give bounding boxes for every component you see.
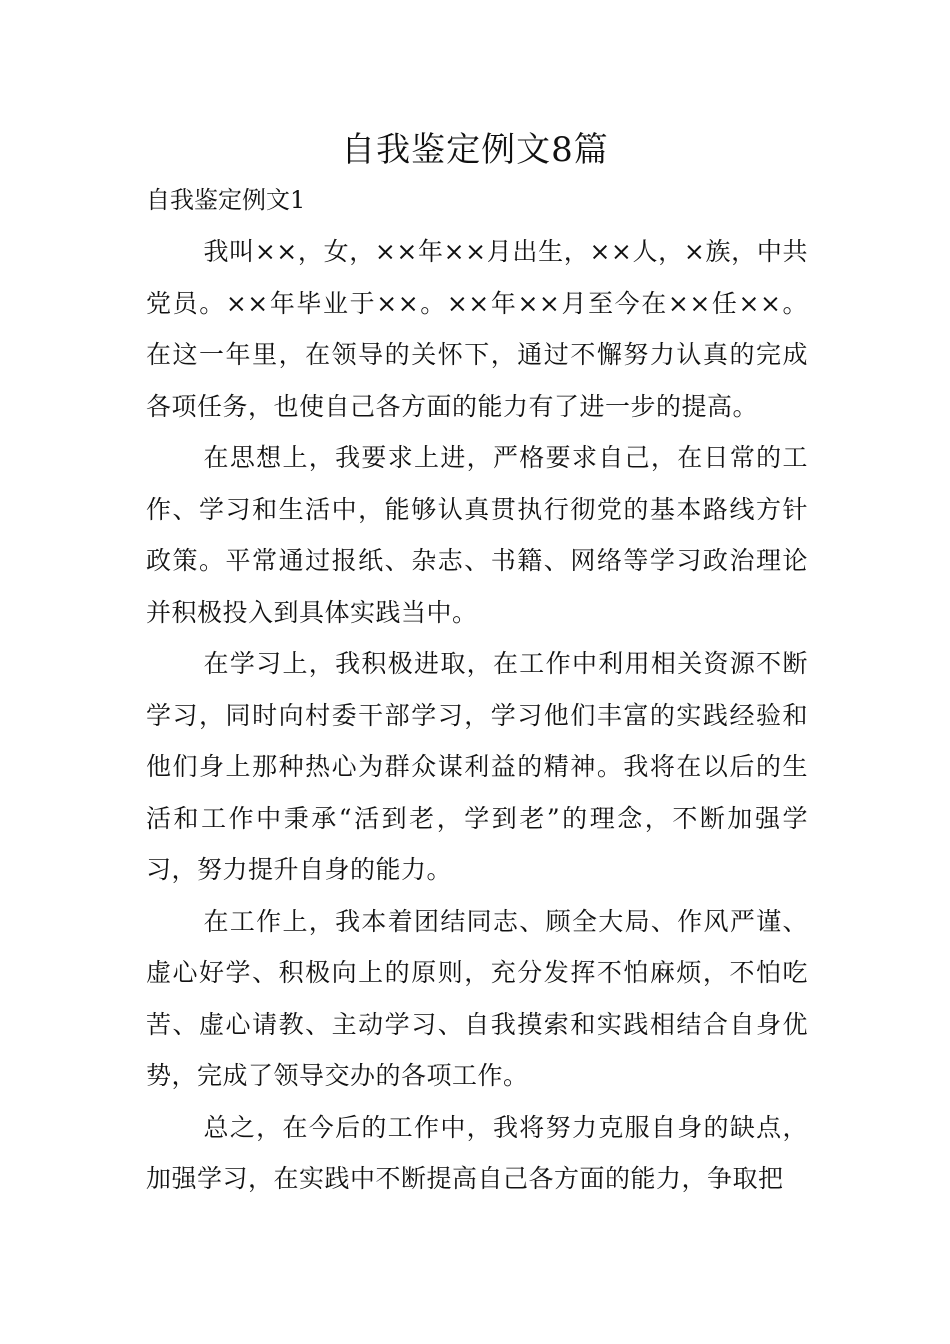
paragraph-study: 在学习上，我积极进取，在工作中利用相关资源不断学习，同时向村委干部学习，学习他们丰富的实践经验和他们身上那种热心为群众谋利益的精神。我将在以后的生活和工作中秉承“活到老，学到老”的理念，不断加强学习，努力提升自身的能力。	[146, 649, 808, 884]
paragraph-summary: 总之，在今后的工作中，我将努力克服自身的缺点，加强学习，在实践中不断提高自己各方面的能力，争取把	[146, 1112, 808, 1193]
paragraph-intro: 我叫××，女，××年××月出生，××人，×族，中共党员。××年毕业于××。××年××月至今在××任××。在这一年里，在领导的关怀下，通过不懈努力认真的完成各项任务，也使自己各方面的能力有了进一步的提高。	[146, 237, 808, 421]
paragraph-thought: 在思想上，我要求上进，严格要求自己，在日常的工作、学习和生活中，能够认真贯执行彻党的基本路线方针政策。平常通过报纸、杂志、书籍、网络等学习政治理论并积极投入到具体实践当中。	[146, 443, 808, 627]
document-title: 自我鉴定例文8篇	[341, 130, 609, 170]
section-heading: 自我鉴定例文1	[146, 186, 306, 214]
document-body	[146, 226, 808, 1205]
paragraph-work: 在工作上，我本着团结同志、顾全大局、作风严谨、虚心好学、积极向上的原则，充分发挥不怕麻烦，不怕吃苦、虚心请教、主动学习、自我摸索和实践相结合自身优势，完成了领导交办的各项工作。	[146, 906, 808, 1090]
